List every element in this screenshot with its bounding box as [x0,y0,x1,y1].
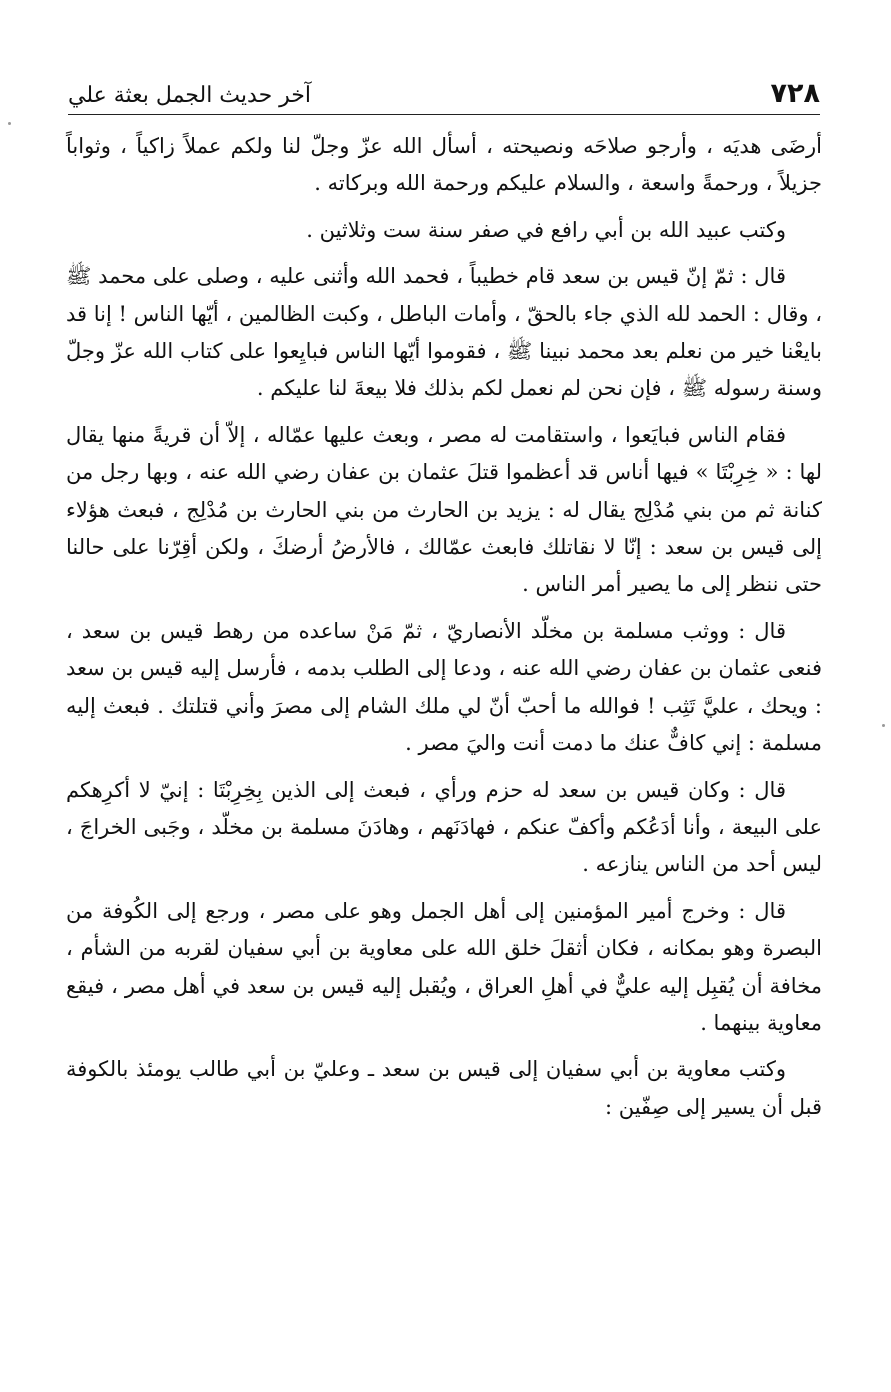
paragraph-5: قال : ووثب مسلمة بن مخلّد الأنصاريّ ، ثمّ مَنْ ساعده من رهط قيس بن سعد ، فنعى عثمان بن عفان رضي الله عنه ، ودعا إلى الطلب بدمه ، فأرسل إليه قيس بن سعد : ويحك ، عليَّ تَثِب ! فوالله ما أحبّ أنّ لي ملك الشام إلى مصرَ وأني قتلتك . فبعث إليه مسلمة : إني كافٌّ عنك ما دمت أنت واليَ مصر . [66,618,822,756]
paragraph-4: فقام الناس فبايَعوا ، واستقامت له مصر ، وبعث عليها عمّاله ، إلاّ أن قريةً منها يقال لها : « خِرِبْتَا » فيها أناس قد أعظموا قتلَ عثمان بن عفان رضي الله عنه ، وبها رجل من كنانة ثم من بني مُدْلِج يقال له : يزيد بن الحارث من بني الحارث بن مُدْلِج ، فبعث هؤلاء إلى قيس بن سعد : إنّا لا نقاتلك فابعث عمّالك ، فالأرضُ أرضكَ ، ولكن أقِرّنا على حالنا حتى ننظر إلى ما يصير أمر الناس . [66,422,822,597]
scan-mark-right [882,724,885,727]
page-header [68,74,820,115]
body-text [66,128,822,1135]
paragraph-6: قال : وكان قيس بن سعد له حزم ورأي ، فبعث إلى الذين بِخِرِبْتَا : إنيّ لا أكرِهكم على البيعة ، وأنا أدَعُكم وأكفّ عنكم ، فهادَنَهم ، وهادَنَ مسلمة بن مخلّد ، وجَبى الخراجَ ، ليس أحد من الناس ينازعه . [66,777,822,877]
running-title: آخر حديث الجمل بعثة علي [68,83,312,108]
page-number: ٧٢٨ [770,78,820,109]
paragraph-8: وكتب معاوية بن أبي سفيان إلى قيس بن سعد ـ وعليّ بن أبي طالب يومئذ بالكوفة قبل أن يسير إلى صِفّين : [66,1057,822,1119]
paragraph-3: قال : ثمّ إنّ قيس بن سعد قام خطيباً ، فحمد الله وأثنى عليه ، وصلى على محمد ﷺ ، وقال : الحمد لله الذي جاء بالحقّ ، وأمات الباطل ، وكبت الظالمين ، أيّها الناس ! إنا قد بايعْنا خير من نعلم بعد محمد نبينا ﷺ ، فقوموا أيّها الناس فبايِعوا على كتاب الله عزّ وجلّ وسنة رسوله ﷺ ، فإن نحن لم نعمل لكم بذلك فلا بيعةَ لنا عليكم . [66,264,822,401]
paragraph-7: قال : وخرج أمير المؤمنين إلى أهل الجمل وهو على مصر ، ورجع إلى الكُوفة من البصرة وهو بمكانه ، فكان أثقلَ خلق الله على معاوية بن أبي سفيان لقربه من الشأم ، مخافة أن يُقبِل إليه عليٌّ في أهلِ العراق ، ويُقبل إليه قيس بن سعد في أهل مصر ، فيقع معاوية بينهما . [66,898,822,1035]
paragraph-1: أرضَى هديَه ، وأرجو صلاحَه ونصيحته ، أسأل الله عزّ وجلّ لنا ولكم عملاً زاكياً ، وثواباً جزيلاً ، ورحمةً واسعة ، والسلام عليكم ورحمة الله وبركاته . [66,134,822,196]
paragraph-2: وكتب عبيد الله بن أبي رافع في صفر سنة ست وثلاثين . [306,217,786,242]
scan-mark-left [8,122,11,125]
